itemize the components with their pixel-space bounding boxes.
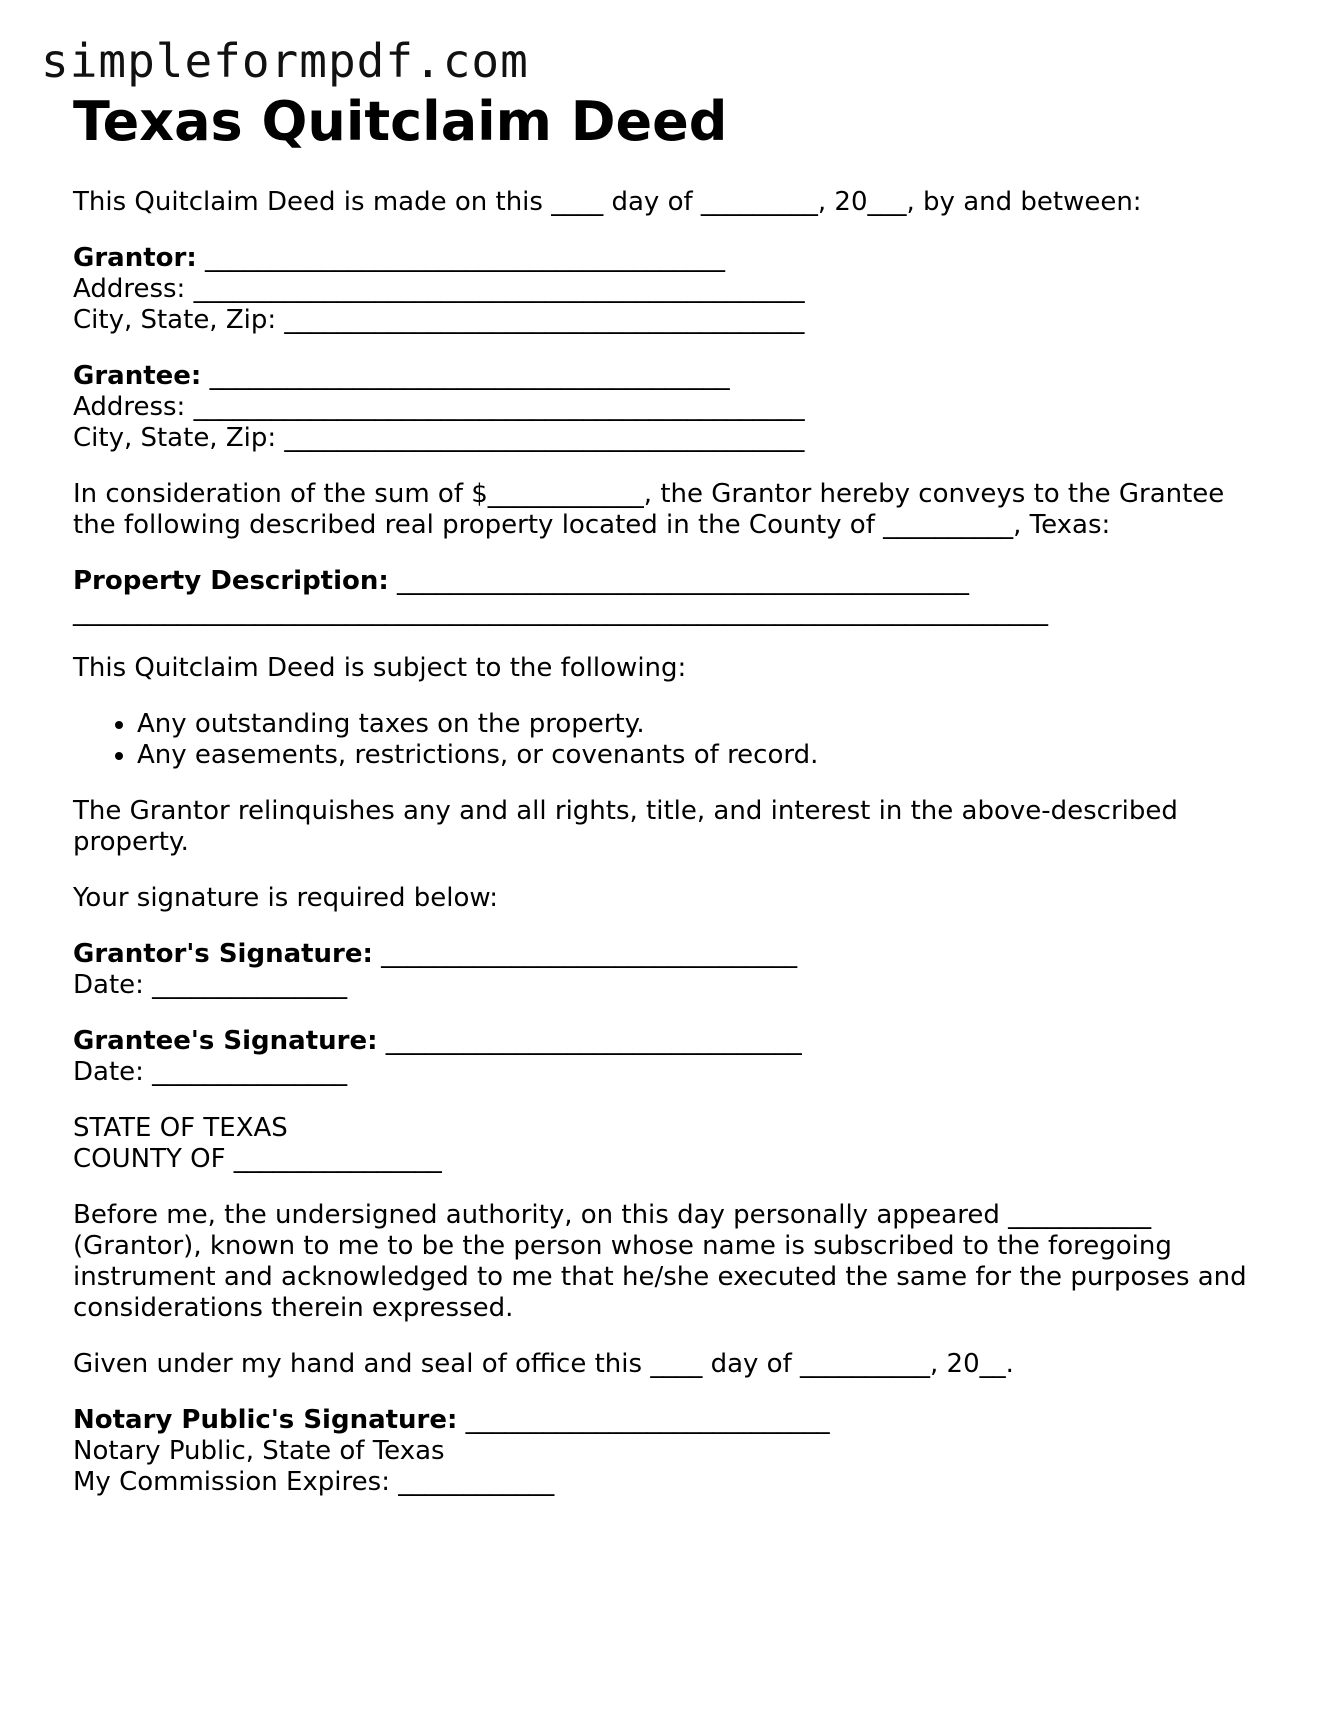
grantor-signature-date: Date: _______________ <box>73 970 348 1000</box>
signature-intro <box>73 883 1273 914</box>
consideration-paragraph <box>73 479 1273 541</box>
subject-intro-text: This Quitclaim Deed is subject to the following: <box>73 653 687 683</box>
grantee-address-row: Address: _______________________________________________ <box>73 392 805 422</box>
grantee-label: Grantee: <box>73 361 202 391</box>
grantee-signature-date: Date: _______________ <box>73 1057 348 1087</box>
property-description-label: Property Description: <box>73 566 389 596</box>
grantor-name-row <box>73 243 1273 274</box>
property-description-blank-1: ____________________________________________ <box>388 566 970 596</box>
acknowledgment-line-3: instrument and acknowledged to me that he/she executed the same for the purposes and <box>73 1262 1247 1292</box>
notary-signature-row <box>73 1405 1273 1436</box>
state-county-block <box>73 1113 1273 1175</box>
intro-paragraph <box>73 187 1273 218</box>
subject-intro <box>73 653 1273 684</box>
property-description-row <box>73 566 1273 597</box>
intro-text: This Quitclaim Deed is made on this ____ day of _________, 20___, by and between: <box>73 187 1142 217</box>
relinquish-line-1: The Grantor relinquishes any and all rights, title, and interest in the above-described <box>73 796 1178 826</box>
grantor-signature-label: Grantor's Signature: <box>73 939 373 969</box>
consideration-line-1: In consideration of the sum of $____________, the Grantor hereby conveys to the Grantee <box>73 479 1225 509</box>
given-text: Given under my hand and seal of office this ____ day of __________, 20__. <box>73 1349 1014 1379</box>
page-title: Texas Quitclaim Deed <box>73 90 728 153</box>
grantee-signature-row <box>73 1026 1273 1057</box>
consideration-line-2: the following described real property located in the County of __________, Texas: <box>73 510 1111 540</box>
signature-intro-text: Your signature is required below: <box>73 883 498 913</box>
grantee-name-blank: ________________________________________ <box>201 361 730 391</box>
deed-body <box>73 187 1273 1523</box>
grantor-signature-row <box>73 939 1273 970</box>
grantee-city-row: City, State, Zip: ________________________________________ <box>73 423 805 453</box>
acknowledgment-line-4: considerations therein expressed. <box>73 1293 514 1323</box>
property-description-blank-2: ___________________________________________________________________________ <box>73 597 1048 627</box>
grantor-city-row: City, State, Zip: ________________________________________ <box>73 305 805 335</box>
notary-commission: My Commission Expires: ____________ <box>73 1467 555 1497</box>
acknowledgment-line-1: Before me, the undersigned authority, on this day personally appeared ___________ <box>73 1200 1152 1230</box>
grantor-name-blank: ________________________________________ <box>196 243 725 273</box>
acknowledgment-paragraph <box>73 1200 1273 1324</box>
list-item: • Any easements, restrictions, or covenants of record. <box>137 740 1273 771</box>
notary-block <box>73 1405 1273 1498</box>
grantor-address-row: Address: _______________________________________________ <box>73 274 805 304</box>
grantor-block <box>73 243 1273 336</box>
grantee-signature-blank: ________________________________ <box>377 1026 802 1056</box>
grantor-signature-blank: ________________________________ <box>372 939 798 969</box>
grantee-block <box>73 361 1273 454</box>
grantor-signature-block <box>73 939 1273 1001</box>
grantee-name-row <box>73 361 1273 392</box>
acknowledgment-line-2: (Grantor), known to me to be the person whose name is subscribed to the foregoing <box>73 1231 1172 1261</box>
grantee-signature-block <box>73 1026 1273 1088</box>
relinquish-line-2: property. <box>73 827 189 857</box>
property-description-block <box>73 566 1273 628</box>
subject-list <box>73 709 1273 771</box>
grantee-signature-label: Grantee's Signature: <box>73 1026 378 1056</box>
site-watermark: simpleformpdf.com <box>41 34 529 88</box>
notary-title: Notary Public, State of Texas <box>73 1436 445 1466</box>
relinquish-paragraph <box>73 796 1273 858</box>
grantor-label: Grantor: <box>73 243 197 273</box>
notary-signature-blank: ____________________________ <box>457 1405 830 1435</box>
list-item: • Any outstanding taxes on the property. <box>137 709 1273 740</box>
county-line: COUNTY OF ________________ <box>73 1144 442 1174</box>
notary-signature-label: Notary Public's Signature: <box>73 1405 458 1435</box>
given-paragraph <box>73 1349 1273 1380</box>
state-line: STATE OF TEXAS <box>73 1113 288 1143</box>
